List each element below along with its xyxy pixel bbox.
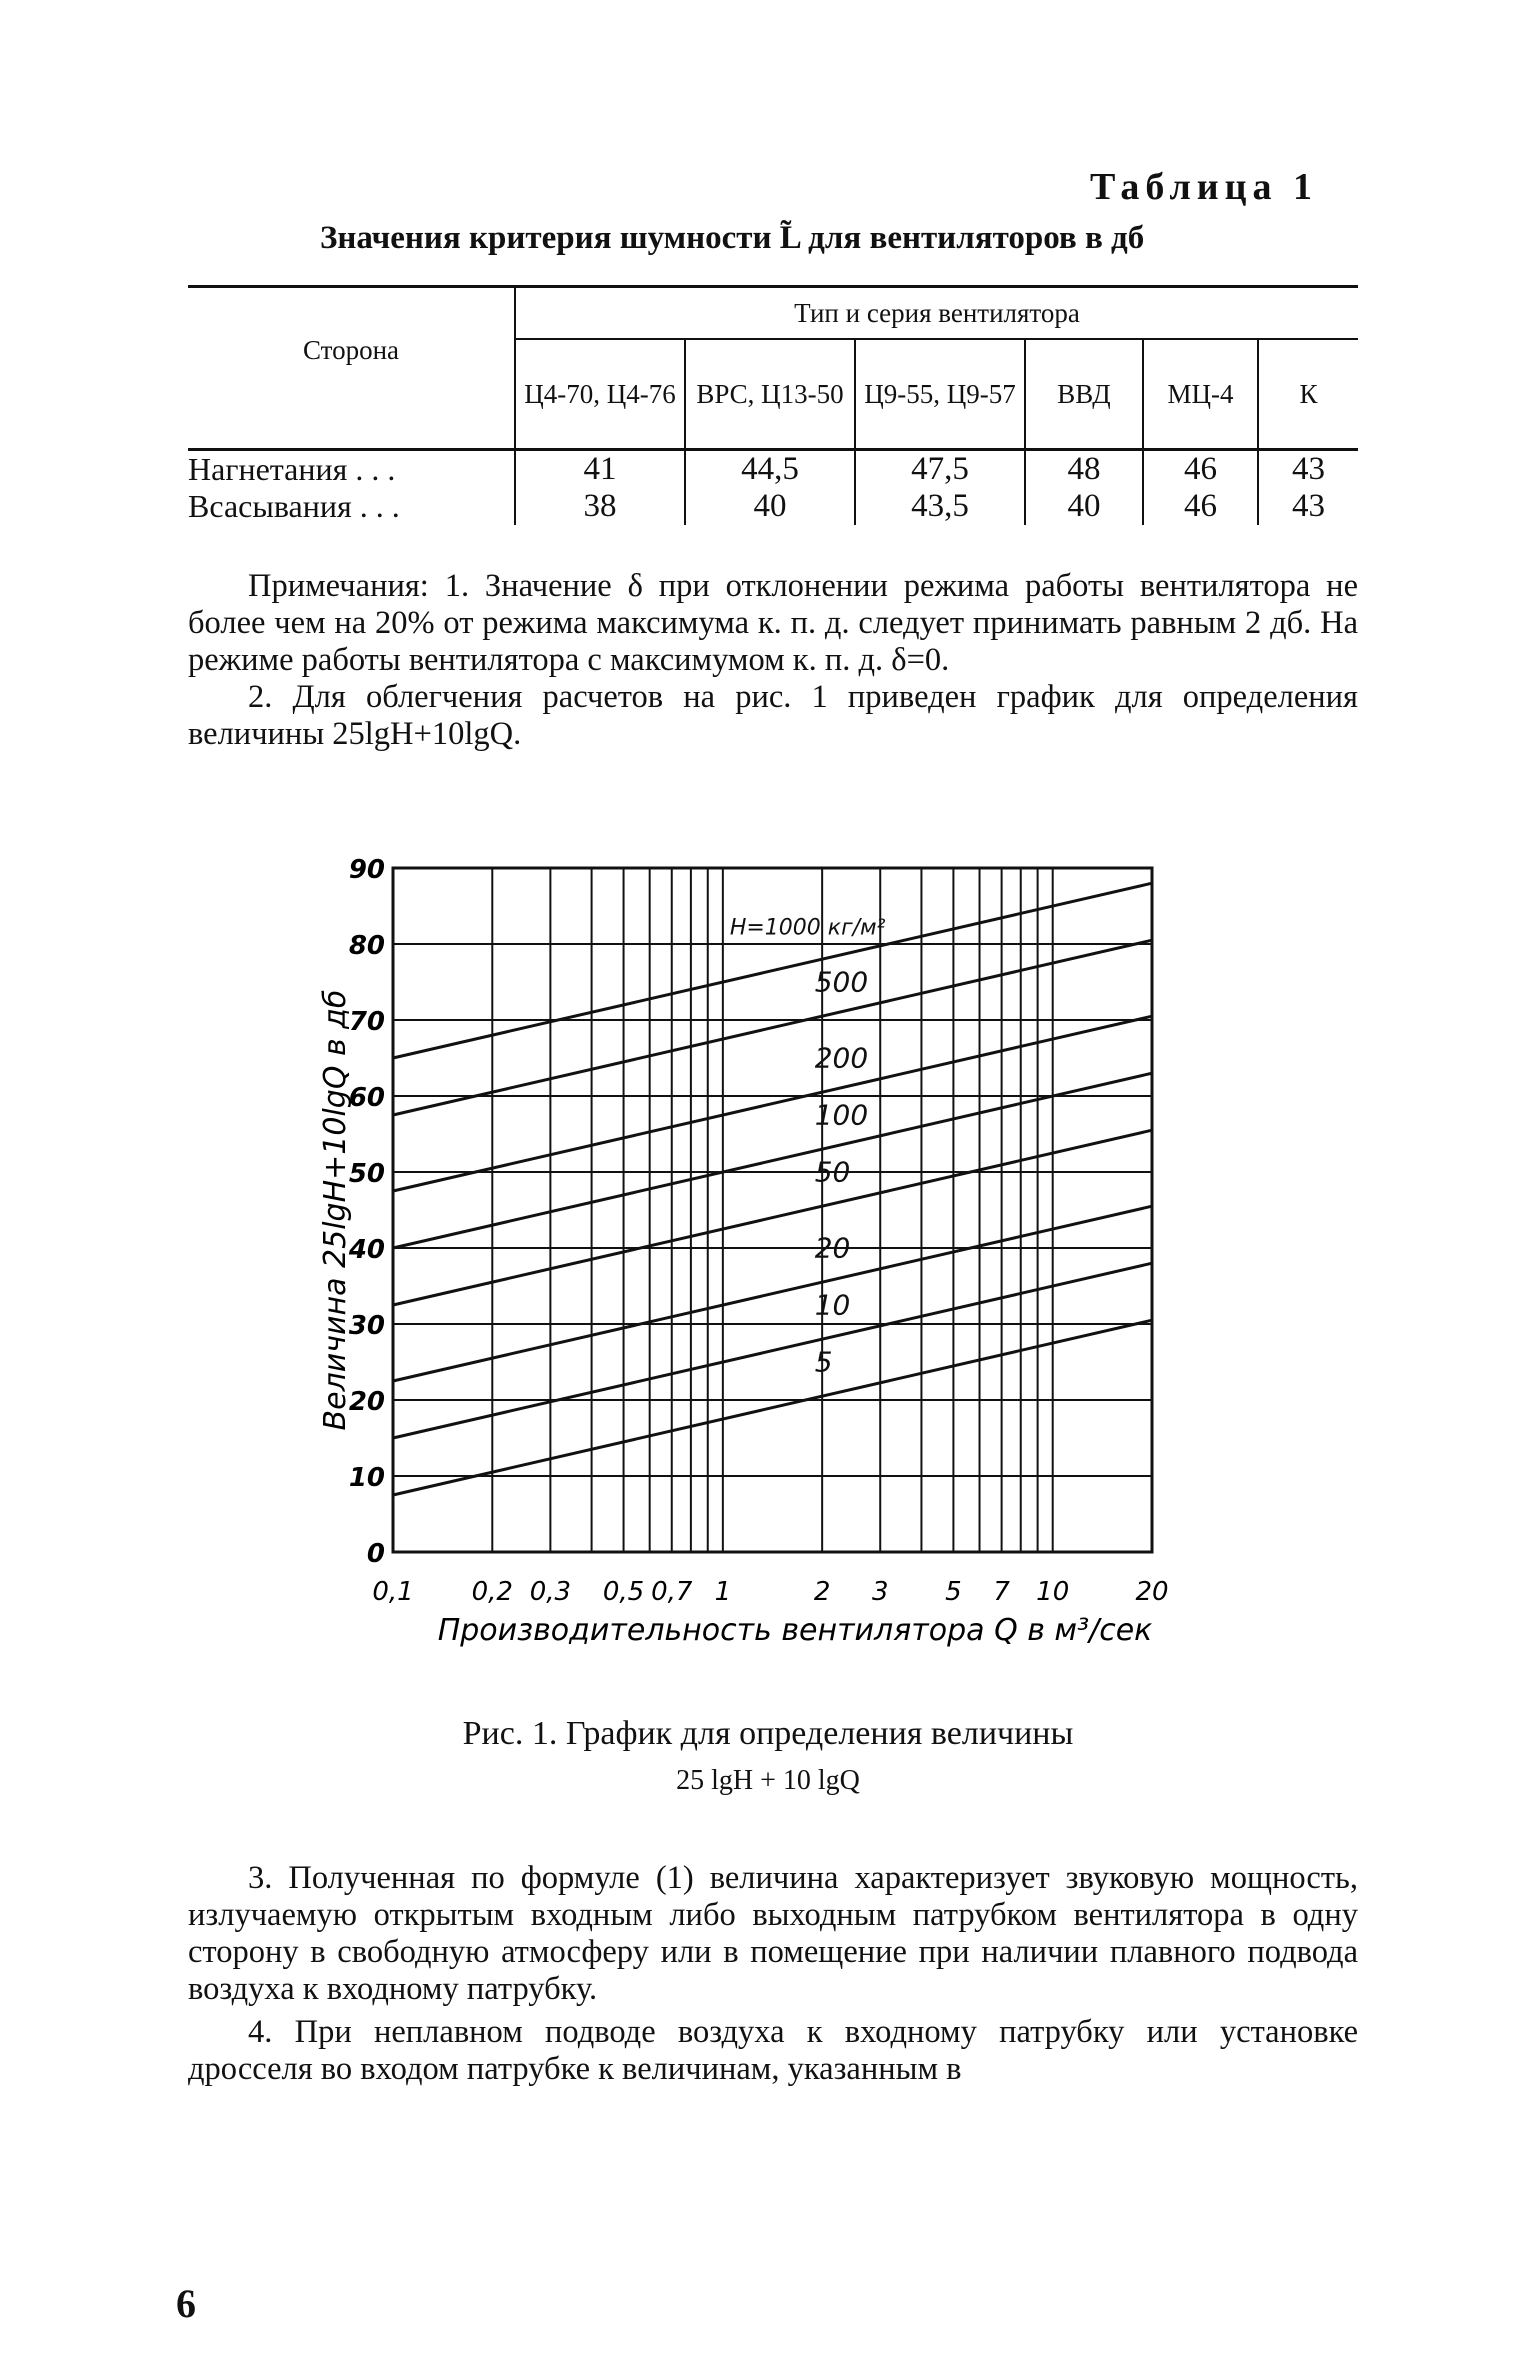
x-tick-label: 5 (945, 1577, 962, 1607)
x-tick-label: 7 (993, 1577, 1010, 1607)
table-cell: 46 (1143, 488, 1258, 525)
table-cell: 43,5 (855, 488, 1025, 525)
table-cell: 44,5 (685, 450, 855, 489)
table-cell: 41 (515, 450, 685, 489)
series-label: 100 (814, 1098, 869, 1132)
group-header: Тип и серия вентилятора (515, 287, 1358, 340)
y-tick-label: 30 (348, 1311, 385, 1341)
y-tick-label: 60 (348, 1083, 385, 1113)
y-tick-label: 90 (348, 855, 385, 885)
x-tick-label: 0,3 (529, 1577, 572, 1607)
col-header: МЦ-4 (1143, 339, 1258, 450)
x-axis-label: Производительность вентилятора Q в м³/сек (437, 1613, 1153, 1648)
col-header: Ц4-70, Ц4-76 (515, 339, 685, 450)
x-tick-label: 0,2 (471, 1577, 513, 1607)
y-tick-label: 0 (366, 1539, 385, 1569)
table-cell: 43 (1258, 488, 1358, 525)
y-tick-label: 10 (348, 1463, 385, 1493)
figure-caption: Рис. 1. График для определения величины (462, 1715, 1074, 1752)
paragraph-3: 3. Полученная по формуле (1) величина характеризует звуковую мощность, излучаемую открытым входным либо выходным патрубком вентилятора в одну сторону в свободную атмосферу или в помещение при наличии плавного подвода воздуха к входному патрубку. (188, 1860, 1358, 2007)
y-tick-label: 50 (348, 1159, 385, 1189)
table-title: Значения критерия шумности L̃ для вентиляторов в дб (320, 220, 1145, 256)
y-tick-label: 20 (348, 1387, 385, 1417)
figure-formula: 25 lgH + 10 lgQ (676, 1765, 860, 1796)
x-tick-label: 0,7 (651, 1577, 693, 1607)
series-label: 500 (814, 965, 869, 999)
x-tick-label: 10 (1036, 1577, 1070, 1607)
y-tick-label: 70 (348, 1007, 385, 1037)
y-tick-label: 80 (348, 931, 385, 961)
series-label: 5 (814, 1345, 833, 1379)
note-1: Примечания: 1. Значение δ при отклонении режима работы вентилятора не более чем на 20% от режима максимума к. п. д. следует принимать равным 2 дб. На режиме работы вентилятора с максимумом к. п. д. δ=0. (188, 568, 1358, 678)
table-cell: 47,5 (855, 450, 1025, 489)
paragraph-4: 4. При неплавном подводе воздуха к входному патрубку или установке дросселя во входом патрубке к величинам, указанным в (188, 2014, 1358, 2087)
table-cell: 38 (515, 488, 685, 525)
col-header: ВВД (1025, 339, 1143, 450)
x-tick-label: 1 (714, 1577, 732, 1607)
side-header: Сторона (188, 287, 515, 450)
table-cell: 40 (685, 488, 855, 525)
x-tick-label: 20 (1135, 1577, 1169, 1607)
col-header: ВРС, Ц13-50 (685, 339, 855, 450)
table-cell: 40 (1025, 488, 1143, 525)
row-label: Нагнетания . . . (188, 450, 515, 489)
series-label: 200 (814, 1041, 869, 1075)
x-tick-label: 0,1 (372, 1577, 414, 1607)
row-label: Всасывания . . . (188, 488, 400, 524)
col-header: К (1258, 339, 1358, 450)
table-cell: 46 (1143, 450, 1258, 489)
series-label: 20 (814, 1231, 851, 1265)
table-label: Таблица 1 (1090, 166, 1319, 208)
x-tick-label: 0,5 (602, 1577, 645, 1607)
y-tick-label: 40 (348, 1235, 385, 1265)
y-axis-label: Величина 25lgH+10lgQ в дб (318, 989, 353, 1431)
page-number: 6 (176, 2281, 196, 2326)
note-2: 2. Для облегчения расчетов на рис. 1 приведен график для определения величины 25lgH+10lgQ. (188, 679, 1358, 752)
table-cell: 43 (1258, 450, 1358, 489)
table-cell: 48 (1025, 450, 1143, 489)
series-label: 10 (814, 1288, 851, 1322)
series-label: H=1000 кг/м² (729, 915, 886, 941)
x-tick-label: 3 (871, 1577, 889, 1607)
body-text (188, 1860, 1358, 2094)
x-tick-label: 2 (813, 1577, 831, 1607)
series-label: 50 (814, 1155, 851, 1189)
col-header: Ц9-55, Ц9-57 (855, 339, 1025, 450)
